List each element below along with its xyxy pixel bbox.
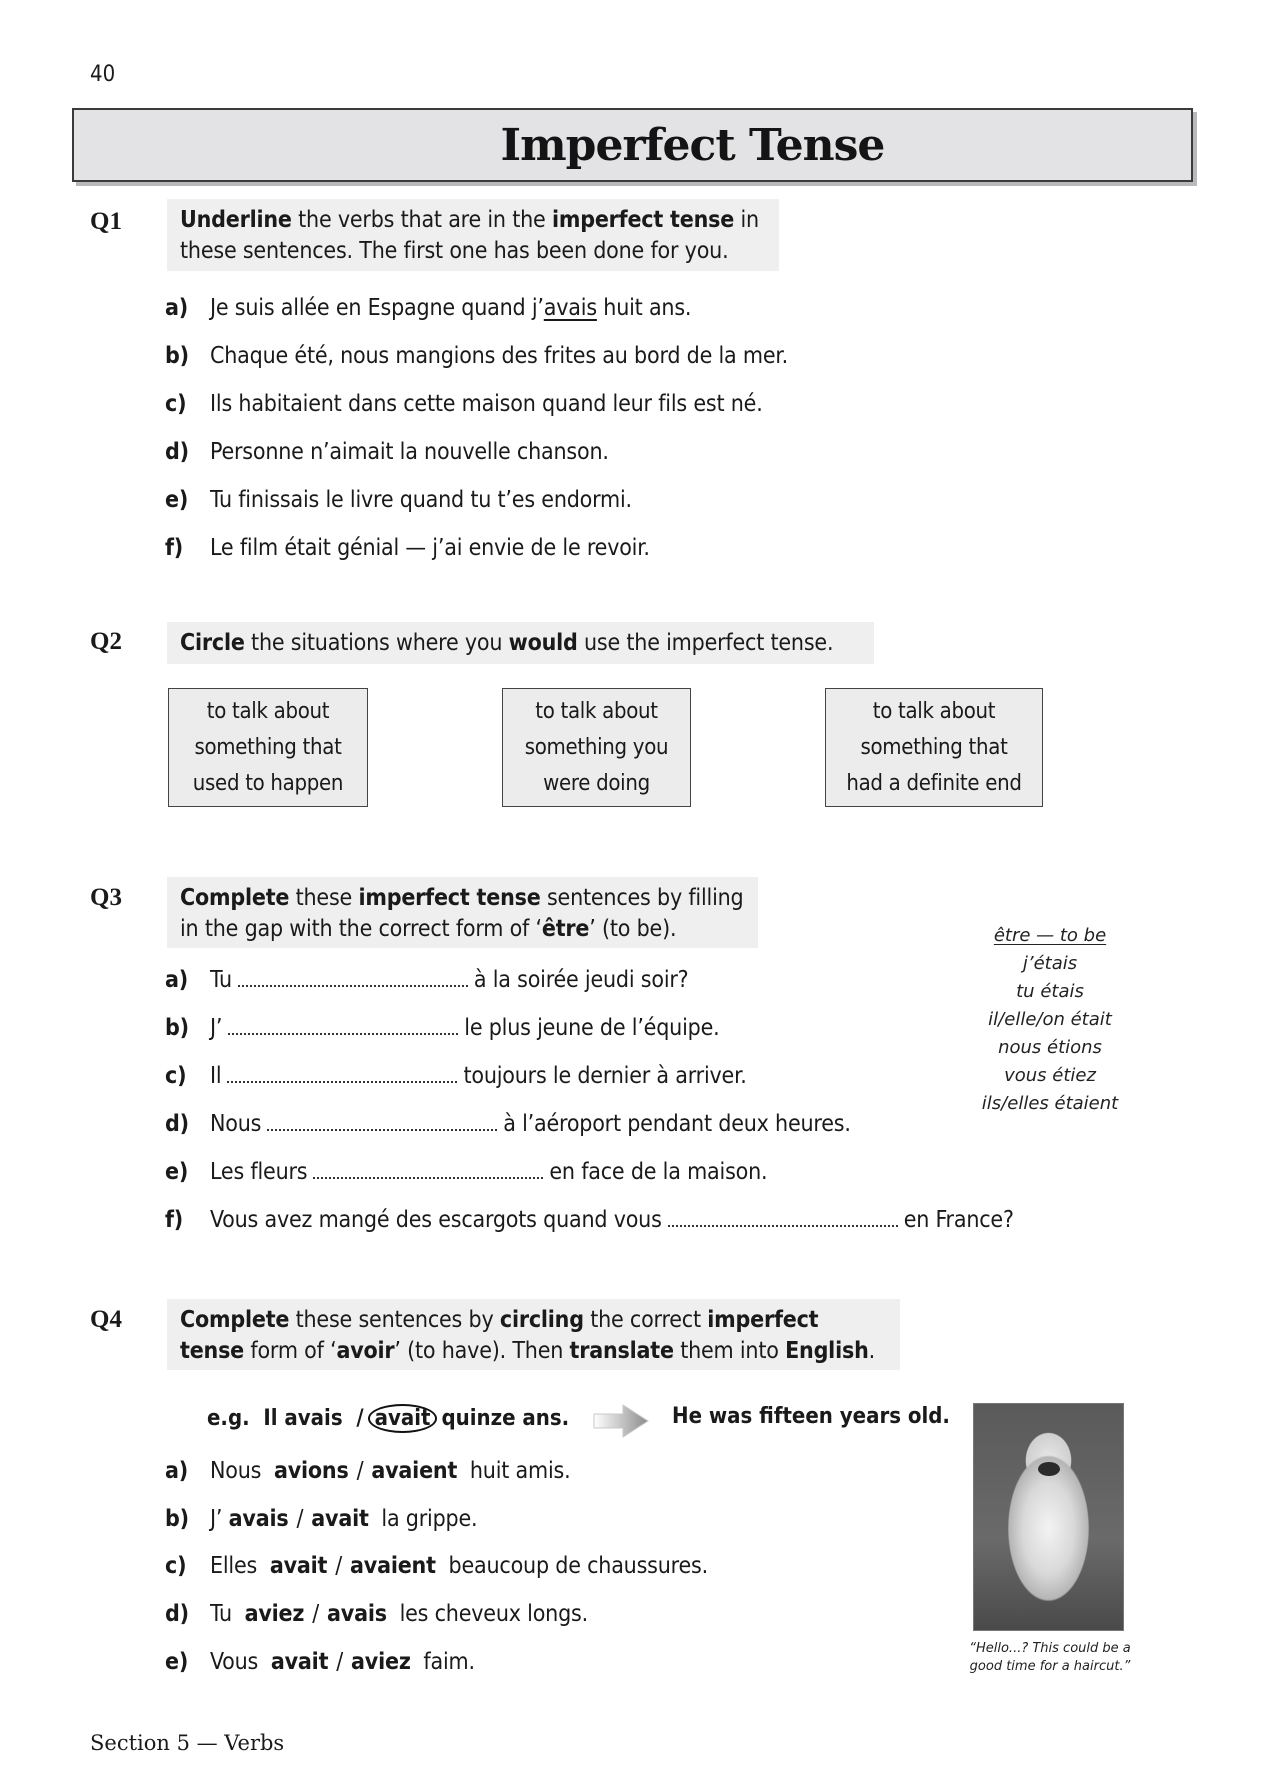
q2-option-used-to-happen[interactable] [168, 688, 368, 807]
item-letter: e) [165, 1159, 189, 1185]
note-form: vous étiez [1004, 1065, 1096, 1086]
item-text-end: huit ans. [596, 295, 692, 321]
item-letter: f) [165, 535, 184, 561]
item-letter: c) [165, 391, 187, 417]
note-form: j’étais [1022, 953, 1078, 974]
right-arrow-icon [593, 1404, 649, 1438]
item-subject: Elles [210, 1553, 258, 1579]
caption-line: “Hello...? This could be a [969, 1641, 1131, 1656]
answer-gap[interactable] [313, 1163, 543, 1179]
item-letter: b) [165, 1015, 189, 1041]
q4-instruction [167, 1299, 900, 1370]
choice-option-1[interactable]: avions [273, 1458, 349, 1484]
item-letter: a) [165, 1458, 189, 1484]
q2-instr-text2: use the imperfect tense. [577, 630, 834, 656]
note-form: ils/elles étaient [981, 1093, 1119, 1114]
item-text[interactable]: Chaque été, nous mangions des frites au bord de la mer. [210, 343, 788, 369]
item-letter: d) [165, 439, 189, 465]
q1-item-c[interactable] [165, 391, 763, 417]
q3-instr-bold-etre: être [541, 916, 590, 942]
item-text[interactable]: Tu finissais le livre quand tu t’es endormi. [210, 487, 632, 513]
q1-item-b[interactable] [165, 343, 788, 369]
q2-instruction [167, 622, 874, 664]
q4-instr-bold-translate: translate [569, 1338, 674, 1364]
choice-option-1[interactable]: aviez [244, 1601, 305, 1627]
q1-instr-bold-underline: Underline [180, 207, 292, 233]
item-subject: Tu [210, 1601, 232, 1627]
q4-item-b [165, 1506, 477, 1532]
item-text-end: en face de la maison. [549, 1159, 768, 1185]
note-form: il/elle/on était [988, 1009, 1112, 1030]
item-letter: e) [165, 1649, 189, 1675]
item-text-end: en France? [903, 1207, 1014, 1233]
item-text: Tu [210, 967, 232, 993]
option-line: used to happen [192, 770, 344, 796]
q1-instruction [167, 199, 779, 271]
q4-item-d [165, 1601, 588, 1627]
section-footer: Section 5 — Verbs [90, 1731, 285, 1755]
item-letter: c) [165, 1553, 187, 1579]
q4-instr-line2a: form of ‘ [244, 1338, 337, 1364]
option-line: to talk about [872, 698, 996, 724]
answer-gap[interactable] [267, 1115, 497, 1131]
q1-item-f[interactable] [165, 535, 650, 561]
choice-option-2[interactable]: avais [327, 1601, 387, 1627]
page-number: 40 [90, 62, 116, 87]
item-text-end: à la soirée jeudi soir? [473, 967, 689, 993]
item-rest: beaucoup de chaussures. [448, 1553, 708, 1579]
photo-caption [960, 1640, 1140, 1676]
item-letter: a) [165, 295, 189, 321]
q3-item-a [165, 967, 688, 993]
option-line: to talk about [535, 698, 658, 724]
item-text: Nous [210, 1111, 262, 1137]
q2-instr-bold-circle: Circle [180, 630, 245, 656]
item-text[interactable]: Personne n’aimait la nouvelle chanson. [210, 439, 609, 465]
item-text: Je suis allée en Espagne quand j’ [210, 295, 544, 321]
q3-label: Q3 [90, 884, 122, 911]
q3-instr-bold-complete: Complete [180, 885, 290, 911]
item-rest: faim. [423, 1649, 475, 1675]
option-line: something you [524, 734, 669, 760]
note-heading: être — to be [993, 925, 1107, 946]
q3-item-c [165, 1063, 747, 1089]
q1-item-d[interactable] [165, 439, 609, 465]
item-subject: Nous [210, 1458, 262, 1484]
option-line: something that [860, 734, 1008, 760]
option-line: something that [194, 734, 342, 760]
q3-instr-line2b: ’ (to be). [589, 916, 677, 942]
choice-option-1[interactable]: avait [270, 1649, 329, 1675]
q1-instr-text: the verbs that are in the [291, 207, 552, 233]
option-line: were doing [543, 770, 650, 796]
q3-item-f [165, 1207, 1014, 1233]
q1-instr-text2: in [734, 207, 759, 233]
q3-item-d [165, 1111, 851, 1137]
choice-separator: / [312, 1601, 320, 1627]
long-haired-dog-photo [973, 1403, 1124, 1631]
choice-option-2[interactable]: avaient [350, 1553, 436, 1579]
item-rest: huit amis. [469, 1458, 571, 1484]
q4-instr-line2d: . [868, 1338, 875, 1364]
choice-option-2[interactable]: aviez [351, 1649, 411, 1675]
item-subject: Vous [210, 1649, 259, 1675]
q2-option-were-doing[interactable] [502, 688, 691, 807]
item-rest: la grippe. [381, 1506, 478, 1532]
q4-label: Q4 [90, 1306, 122, 1333]
q2-instr-bold-would: would [508, 630, 578, 656]
example-prefix: e.g. Il avais / [207, 1406, 364, 1431]
q1-item-a [165, 295, 691, 321]
q4-instr-bold-english: English [785, 1338, 869, 1364]
q4-instr-line2b: ’ (to have). Then [394, 1338, 570, 1364]
item-text: Il [210, 1063, 222, 1089]
item-text: J’ [210, 1015, 223, 1041]
q2-instr-text: the situations where you [244, 630, 509, 656]
q4-instr-text: these sentences by [289, 1307, 500, 1333]
q1-instr-line2: these sentences. The first one has been done for you. [180, 238, 729, 264]
choice-option-2[interactable]: avaient [371, 1458, 458, 1484]
item-letter: d) [165, 1111, 189, 1137]
item-text-end: à l’aéroport pendant deux heures. [503, 1111, 851, 1137]
item-letter: a) [165, 967, 189, 993]
q4-example [207, 1404, 569, 1433]
choice-separator: / [335, 1553, 343, 1579]
item-subject: J’ [210, 1506, 223, 1532]
item-letter: c) [165, 1063, 187, 1089]
choice-separator: / [356, 1458, 364, 1484]
item-letter: b) [165, 343, 189, 369]
q3-instr-bold-imperfect: imperfect tense [358, 885, 541, 911]
q4-item-a [165, 1458, 571, 1484]
item-text[interactable]: Ils habitaient dans cette maison quand leur fils est né. [210, 391, 763, 417]
note-form: nous étions [998, 1037, 1102, 1058]
caption-line: good time for a haircut.” [969, 1659, 1131, 1674]
note-form: tu étais [1016, 981, 1084, 1002]
q4-instr-bold-tense: tense [180, 1338, 245, 1364]
item-letter: f) [165, 1207, 184, 1233]
q3-instr-line2a: in the gap with the correct form of ‘ [180, 916, 542, 942]
q3-item-e [165, 1159, 767, 1185]
item-text[interactable]: Le film était génial — j’ai envie de le revoir. [210, 535, 650, 561]
q4-instr-line2c: them into [673, 1338, 786, 1364]
item-text-end: le plus jeune de l’équipe. [464, 1015, 720, 1041]
q3-item-b [165, 1015, 719, 1041]
q4-instr-bold-imperfect: imperfect [707, 1307, 819, 1333]
item-letter: d) [165, 1601, 189, 1627]
example-suffix: quinze ans. [441, 1406, 570, 1431]
choice-option-1[interactable]: avait [269, 1553, 328, 1579]
item-text-end: toujours le dernier à arriver. [463, 1063, 747, 1089]
title-banner [72, 108, 1193, 182]
item-letter: b) [165, 1506, 189, 1532]
q3-instr-text: these [289, 885, 359, 911]
option-line: had a definite end [846, 770, 1022, 796]
q1-label: Q1 [90, 208, 122, 235]
page-title: Imperfect Tense [500, 119, 885, 171]
item-rest: les cheveux longs. [399, 1601, 588, 1627]
answer-gap[interactable] [668, 1211, 898, 1227]
q3-instruction [167, 877, 758, 948]
choice-separator: / [296, 1506, 304, 1532]
option-line: to talk about [206, 698, 330, 724]
answer-gap[interactable] [228, 1019, 458, 1035]
choice-option-2[interactable]: avait [311, 1506, 369, 1532]
q1-item-e[interactable] [165, 487, 632, 513]
example-circled-answer: avait [368, 1404, 438, 1433]
answer-gap[interactable] [227, 1067, 457, 1083]
underlined-verb[interactable]: avais [543, 295, 597, 321]
item-text: Vous avez mangé des escargots quand vous [210, 1207, 662, 1233]
item-text: Les fleurs [210, 1159, 308, 1185]
item-letter: e) [165, 487, 189, 513]
q4-instr-bold-circling: circling [499, 1307, 584, 1333]
q4-instr-text2: the correct [583, 1307, 708, 1333]
q4-item-c [165, 1553, 708, 1579]
dog-nose-icon [1038, 1462, 1060, 1476]
example-translation: He was fifteen years old. [672, 1404, 950, 1429]
q4-instr-bold-complete: Complete [180, 1307, 290, 1333]
choice-separator: / [336, 1649, 344, 1675]
q1-instr-bold-imperfect: imperfect tense [551, 207, 735, 233]
q2-label: Q2 [90, 628, 122, 655]
q2-option-definite-end[interactable] [825, 688, 1043, 807]
choice-option-1[interactable]: avais [228, 1506, 289, 1532]
q4-item-e [165, 1649, 475, 1675]
etre-conjugation-note [960, 922, 1140, 1118]
answer-gap[interactable] [238, 971, 468, 987]
q4-instr-bold-avoir: avoir [336, 1338, 395, 1364]
q3-instr-text2: sentences by filling [540, 885, 744, 911]
